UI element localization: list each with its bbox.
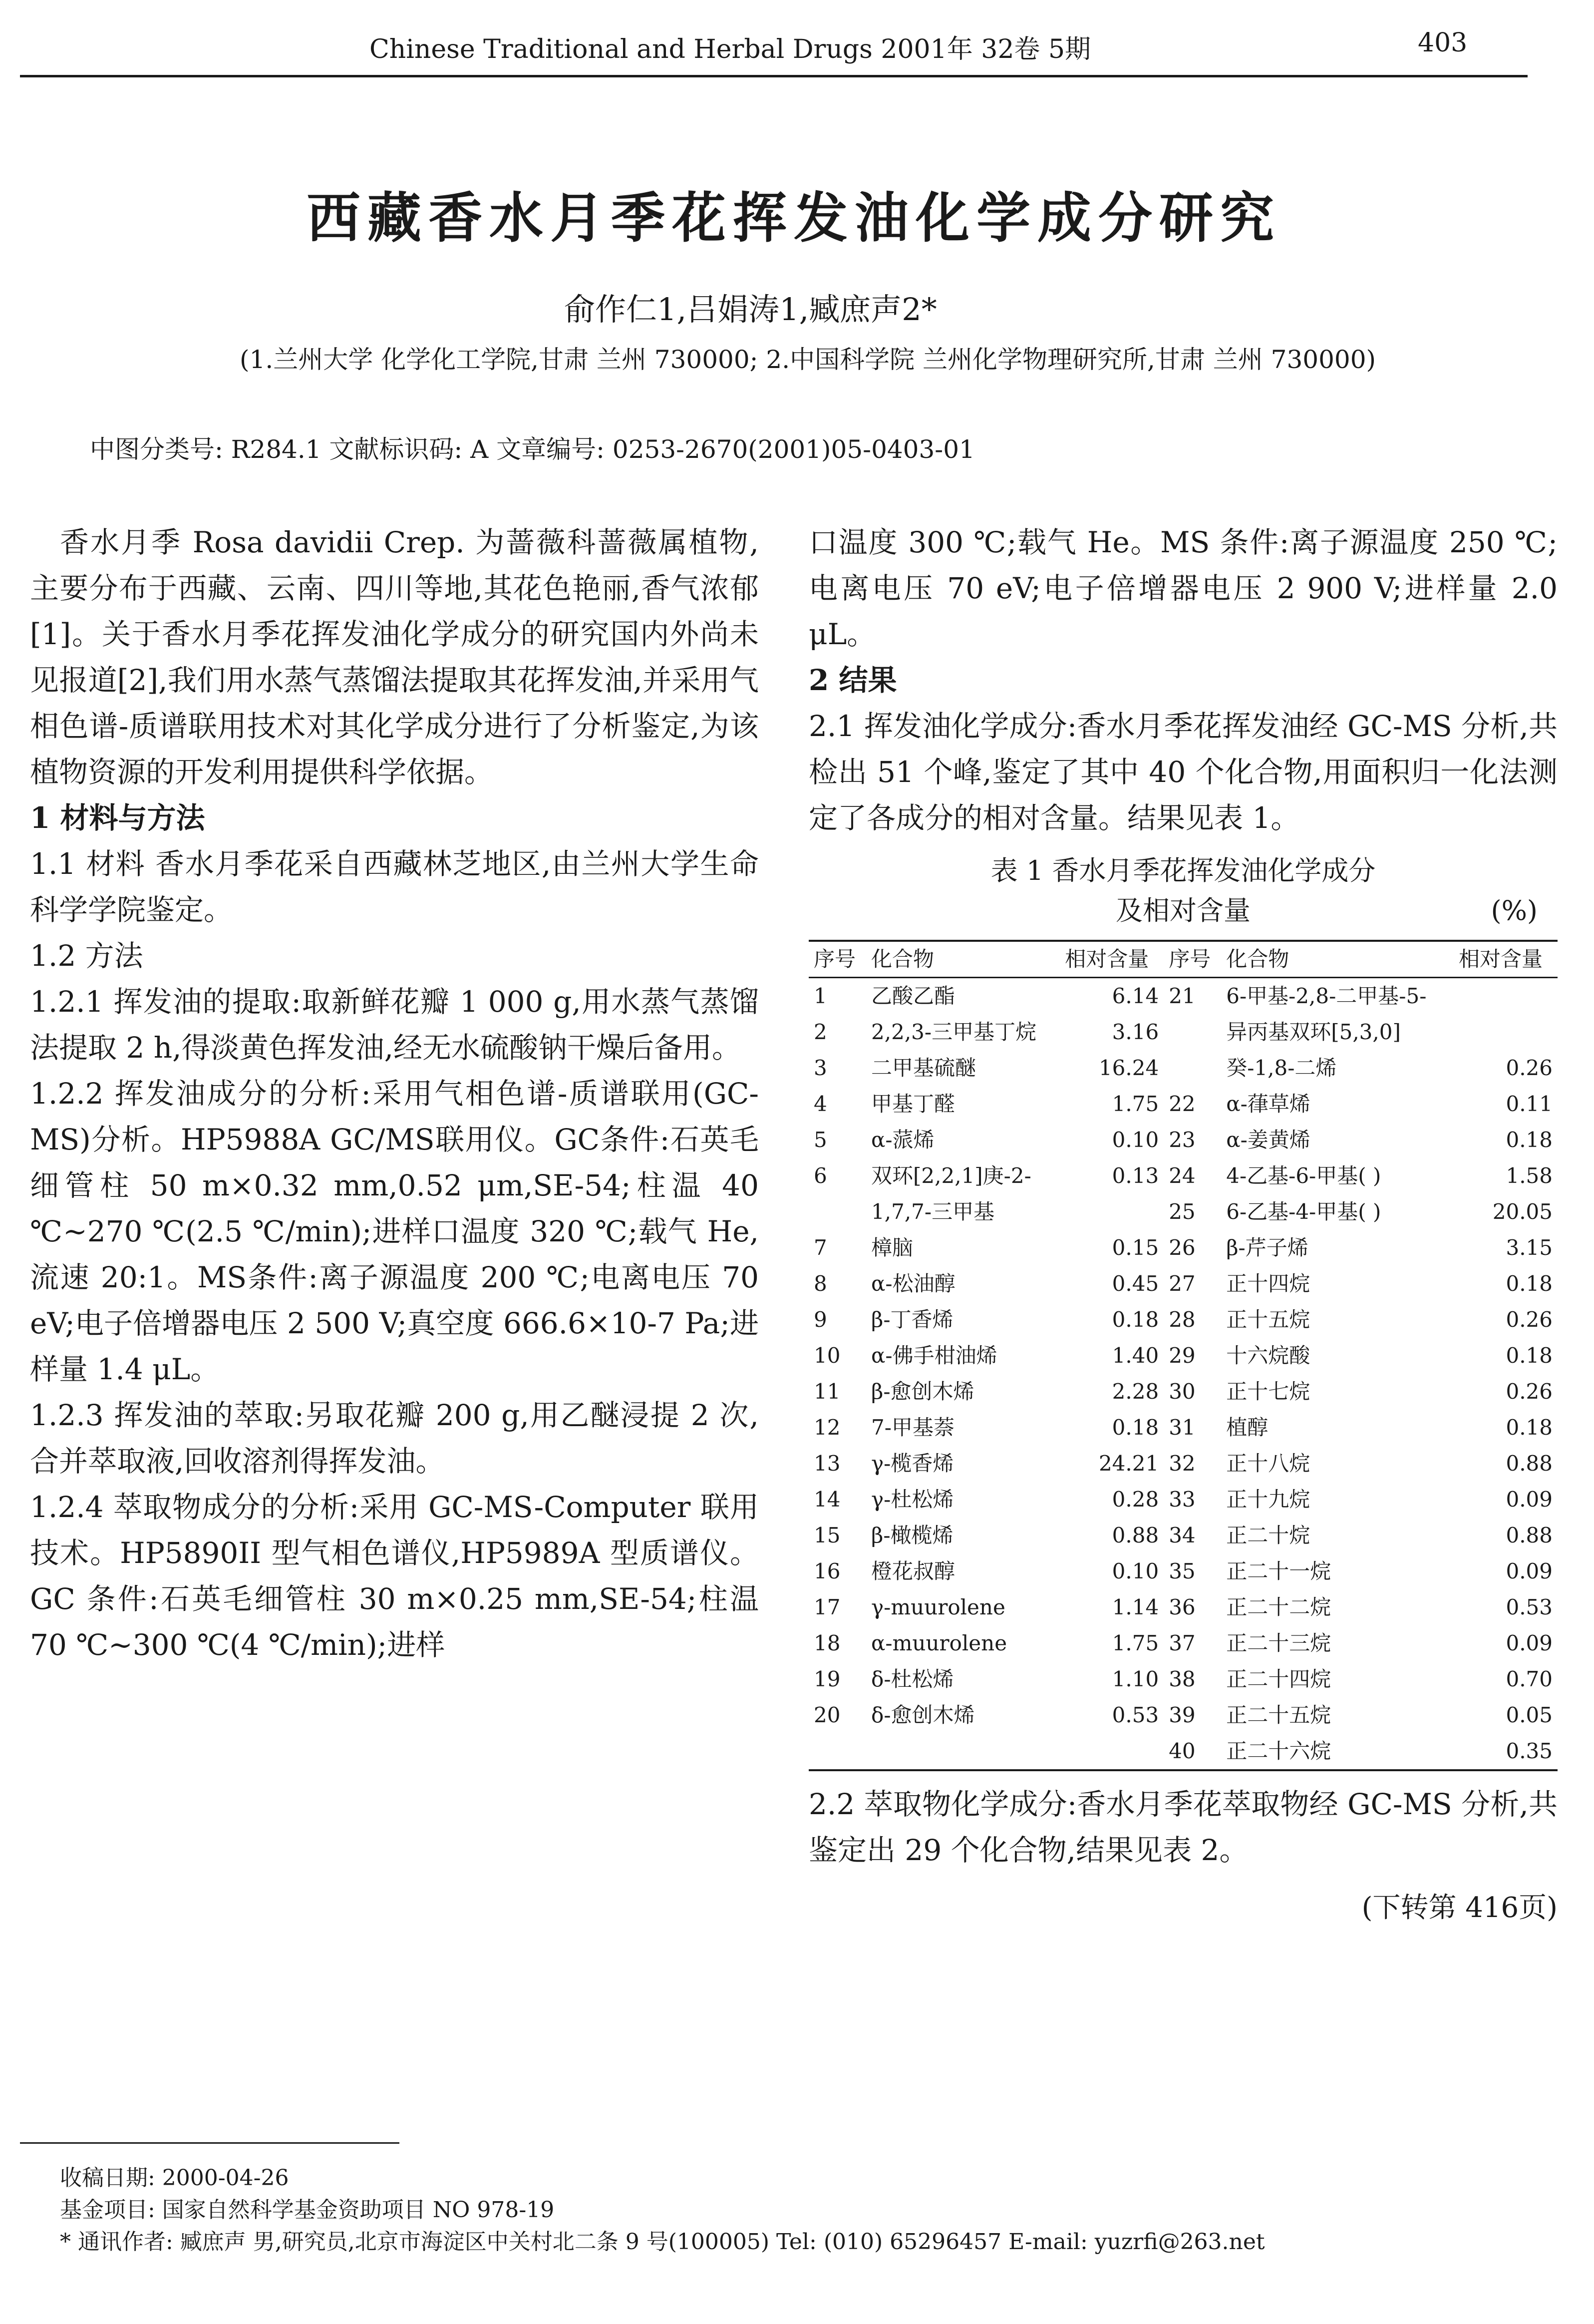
col-header: 相对含量	[1060, 941, 1164, 978]
section-2-2: 2.2 萃取物化学成分:香水月季花萃取物经 GC-MS 分析,共鉴定出 29 个化合物,结果见表 2。	[809, 1787, 1558, 1867]
table-cell: 26	[1169, 1235, 1196, 1260]
table-row	[809, 1230, 1558, 1266]
table-cell: 正二十三烷	[1226, 1631, 1331, 1655]
table-row	[809, 1482, 1558, 1518]
table-row	[809, 1446, 1558, 1482]
table-cell: 正二十四烷	[1226, 1667, 1331, 1691]
table-cell: 27	[1169, 1271, 1196, 1296]
section-1-2-1: 1.2.1 挥发油的提取:取新鲜花瓣 1 000 g,用水蒸气蒸馏法提取 2 h,得淡黄色挥发油,经无水硫酸钠干燥后备用。	[30, 985, 759, 1065]
table-cell: 30	[1169, 1379, 1196, 1404]
table-cell: α-muurolene	[871, 1631, 1007, 1655]
table-cell: 38	[1169, 1667, 1196, 1691]
table-cell	[1454, 978, 1558, 1015]
table-row	[809, 978, 1558, 1015]
table-cell: 36	[1169, 1595, 1196, 1619]
col-header: 化合物	[866, 941, 1060, 978]
table-cell: 0.26	[1506, 1379, 1553, 1404]
table-cell: α-佛手柑油烯	[871, 1343, 997, 1368]
composition-table	[809, 940, 1558, 1771]
table-cell: 1,7,7-三甲基	[871, 1199, 995, 1224]
table-cell: 3.16	[1112, 1020, 1159, 1044]
table-cell: 0.18	[1112, 1307, 1159, 1332]
table-cell: 5	[814, 1128, 827, 1152]
table-cell: 十六烷酸	[1226, 1343, 1310, 1368]
table-cell: 橙花叔醇	[871, 1559, 956, 1583]
table-cell: 0.26	[1506, 1056, 1553, 1080]
table-cell: α-松油醇	[871, 1271, 956, 1296]
table-cell: 16	[814, 1559, 841, 1583]
classification-meta: 中图分类号: R284.1 文献标识码: A 文章编号: 0253-2670(2001)05-0403-01	[90, 435, 975, 464]
table-cell: γ-榄香烯	[871, 1451, 954, 1476]
table-cell: 0.13	[1112, 1163, 1159, 1188]
table-row	[809, 1553, 1558, 1589]
table-cell: 正二十烷	[1226, 1523, 1310, 1548]
table-cell: 正二十二烷	[1226, 1595, 1331, 1619]
table-cell: 3.15	[1506, 1235, 1553, 1260]
table-cell: 19	[814, 1667, 841, 1691]
table-cell: 33	[1169, 1487, 1196, 1512]
table-cell: β-芹子烯	[1226, 1235, 1308, 1260]
table-cell: 6-乙基-4-甲基( )	[1226, 1199, 1381, 1224]
table-row	[809, 1086, 1558, 1122]
table-row	[809, 1625, 1558, 1661]
section-heading-methods: 1 材料与方法	[30, 801, 205, 835]
footnote-funding: 基金项目: 国家自然科学基金资助项目 NO 978-19	[60, 2197, 555, 2223]
affiliation: (1.兰州大学 化学化工学院,甘肃 兰州 730000; 2.中国科学院 兰州化学物理研究所,甘肃 兰州 730000)	[240, 345, 1376, 374]
table-cell: 8	[814, 1271, 827, 1296]
table-cell: 正十四烷	[1226, 1271, 1310, 1296]
table-cell: 0.18	[1112, 1415, 1159, 1440]
table-cell	[1164, 1014, 1221, 1050]
table-cell: 40	[1164, 1733, 1221, 1770]
table-cell: 双环[2,2,1]庚-2-	[871, 1163, 1031, 1188]
section-2-1: 2.1 挥发油化学成分:香水月季花挥发油经 GC-MS 分析,共检出 51 个峰,鉴定了其中 40 个化合物,用面积归一化法测定了各成分的相对含量。结果见表 1。	[809, 709, 1558, 835]
table-cell: 0.09	[1506, 1559, 1553, 1583]
table-cell: 二甲基硫醚	[871, 1056, 976, 1080]
section-1-2-2: 1.2.2 挥发油成分的分析:采用气相色谱-质谱联用(GC-MS)分析。HP5988A GC/MS联用仪。GC条件:石英毛细管柱 50 m×0.32 mm,0.52 μm,SE-54;柱温 40 ℃~270 ℃(2.5 ℃/min);进样口温度 320 ℃;载气 He,流速 20:1。MS条件:离子源温度 200 ℃;电离电压 70 eV;电子倍增器电压 2 500 V;真空度 666.6×10-7 Pa;进样量 1.4 μL。	[30, 1077, 759, 1386]
journal-header: Chinese Traditional and Herbal Drugs 2001年 32卷 5期	[369, 34, 1091, 64]
table-cell: 28	[1169, 1307, 1196, 1332]
table-cell: 39	[1169, 1703, 1196, 1727]
article-title: 西藏香水月季花挥发油化学成分研究	[306, 187, 1281, 250]
table-cell: 1.10	[1112, 1667, 1159, 1691]
page-number: 403	[1418, 28, 1468, 58]
table-cell: δ-杜松烯	[871, 1667, 954, 1691]
table-cell: α-姜黄烯	[1226, 1128, 1310, 1152]
table-cell: 35	[1169, 1559, 1196, 1583]
table-cell: 异丙基双环[5,3,0]	[1226, 1020, 1401, 1044]
table-cell: 0.88	[1506, 1451, 1553, 1476]
table-cell: 正十八烷	[1226, 1451, 1310, 1476]
table-cell: 6.14	[1112, 984, 1159, 1008]
table-cell: 15	[814, 1523, 841, 1548]
table-cell: 正十七烷	[1226, 1379, 1310, 1404]
table-caption-line2: 及相对含量 (%)	[809, 891, 1558, 931]
table-row	[809, 1338, 1558, 1374]
table-cell: 0.18	[1506, 1343, 1553, 1368]
authors: 俞作仁1,吕娟涛1,臧庶声2*	[564, 291, 937, 328]
table-row	[809, 1302, 1558, 1338]
section-1-2-4: 1.2.4 萃取物成分的分析:采用 GC-MS-Computer 联用技术。HP5890II 型气相色谱仪,HP5989A 型质谱仪。GC 条件:石英毛细管柱 30 m×0.25 mm,SE-54;柱温 70 ℃~300 ℃(4 ℃/min);进样	[30, 1490, 759, 1662]
table-cell: 17	[814, 1595, 841, 1619]
right-column	[809, 519, 1558, 1931]
table-cell: 10	[814, 1343, 841, 1368]
table-cell: 24.21	[1098, 1451, 1159, 1476]
table-cell: 7	[814, 1235, 827, 1260]
table-cell: 2.28	[1112, 1379, 1159, 1404]
table-cell: α-蒎烯	[871, 1128, 935, 1152]
col-header: 化合物	[1221, 941, 1454, 978]
table-cell: 0.09	[1506, 1631, 1553, 1655]
table-cell: β-丁香烯	[871, 1307, 954, 1332]
table-cell: 0.09	[1506, 1487, 1553, 1512]
table-cell: 22	[1169, 1092, 1196, 1116]
table-cell: 0.05	[1506, 1703, 1553, 1727]
table-cell	[866, 1733, 1060, 1770]
table-cell: 正二十六烷	[1221, 1733, 1454, 1770]
table-cell: 2	[814, 1020, 827, 1044]
table-caption: 表 1 香水月季花挥发油化学成分	[990, 855, 1376, 886]
table-cell: 24	[1169, 1163, 1196, 1188]
table-cell: 植醇	[1226, 1415, 1269, 1440]
table-cell: 0.88	[1506, 1523, 1553, 1548]
table-cell: 13	[814, 1451, 841, 1476]
table-cell: 1.40	[1112, 1343, 1159, 1368]
section-1-2-3: 1.2.3 挥发油的萃取:另取花瓣 200 g,用乙醚浸提 2 次,合并萃取液,回收溶剂得挥发油。	[30, 1398, 759, 1478]
table-cell	[1454, 1014, 1558, 1050]
table-cell: 樟脑	[871, 1235, 914, 1260]
table-cell: 4-乙基-6-甲基( )	[1226, 1163, 1381, 1188]
table-cell: 3	[814, 1056, 827, 1080]
table-cell: 21	[1169, 984, 1196, 1008]
footnote-received: 收稿日期: 2000-04-26	[60, 2165, 289, 2191]
table-row	[809, 1050, 1558, 1086]
table-cell: 0.11	[1506, 1092, 1553, 1116]
table-cell: 0.18	[1506, 1128, 1553, 1152]
table-cell	[809, 1733, 866, 1770]
table-cell: 1.75	[1112, 1092, 1159, 1116]
table-header-row	[809, 941, 1558, 978]
table-cell	[1060, 1194, 1164, 1230]
section-1-1: 1.1 材料 香水月季花采自西藏林芝地区,由兰州大学生命科学学院鉴定。	[30, 847, 759, 927]
table-cell: 14	[814, 1487, 841, 1512]
table-cell: 0.53	[1112, 1703, 1159, 1727]
table-row	[809, 1733, 1558, 1770]
table-cell: 11	[814, 1379, 841, 1404]
table-row	[809, 1122, 1558, 1158]
table-cell: 20.05	[1492, 1199, 1553, 1224]
table-cell: 6	[814, 1163, 827, 1188]
table-cell: 0.10	[1112, 1559, 1159, 1583]
table-cell: 0.70	[1506, 1667, 1553, 1691]
col-header: 序号	[809, 941, 866, 978]
table-cell: 乙酸乙酯	[871, 984, 956, 1008]
table-unit: (%)	[1491, 895, 1538, 926]
table-row	[809, 1661, 1558, 1697]
table-cell: 1.14	[1112, 1595, 1159, 1619]
table-cell: 1.75	[1112, 1631, 1159, 1655]
table-cell: 25	[1169, 1199, 1196, 1224]
table-cell: 0.88	[1112, 1523, 1159, 1548]
table-cell: 0.26	[1506, 1307, 1553, 1332]
table-cell: 0.10	[1112, 1128, 1159, 1152]
table-cell: 0.18	[1506, 1415, 1553, 1440]
table-cell: 正二十一烷	[1226, 1559, 1331, 1583]
table-cell: 9	[814, 1307, 827, 1332]
table-row	[809, 1266, 1558, 1302]
table-cell: 1.58	[1506, 1163, 1553, 1188]
page-header	[0, 0, 1594, 80]
table-cell: 16.24	[1098, 1056, 1159, 1080]
table-row	[809, 1158, 1558, 1194]
table-cell: α-葎草烯	[1226, 1092, 1310, 1116]
table-cell	[1060, 1733, 1164, 1770]
table-cell: 正十九烷	[1226, 1487, 1310, 1512]
section-heading-results: 2 结果	[809, 663, 897, 697]
table-cell: 正二十五烷	[1226, 1703, 1331, 1727]
table-1	[809, 851, 1558, 1771]
table-cell: 0.53	[1506, 1595, 1553, 1619]
table-cell: 18	[814, 1631, 841, 1655]
table-cell: 0.45	[1112, 1271, 1159, 1296]
table-cell: 29	[1169, 1343, 1196, 1368]
footnote-rule	[20, 2142, 399, 2144]
table-cell: 34	[1169, 1523, 1196, 1548]
table-cell: 2,2,3-三甲基丁烷	[871, 1020, 1037, 1044]
table-cell: 6-甲基-2,8-二甲基-5-	[1226, 984, 1427, 1008]
table-row	[809, 1194, 1558, 1230]
table-cell	[809, 1194, 866, 1230]
table-cell: 0.28	[1112, 1487, 1159, 1512]
table-row	[809, 1410, 1558, 1446]
table-cell: δ-愈创木烯	[871, 1703, 975, 1727]
table-cell: 癸-1,8-二烯	[1226, 1056, 1337, 1080]
col-header: 序号	[1164, 941, 1221, 978]
table-cell: 正十五烷	[1226, 1307, 1310, 1332]
table-cell: 23	[1169, 1128, 1196, 1152]
table-cell: 20	[814, 1703, 841, 1727]
continued-paragraph: 口温度 300 ℃;载气 He。MS 条件:离子源温度 250 ℃;电离电压 70 eV;电子倍增器电压 2 900 V;进样量 2.0 μL。	[809, 525, 1558, 651]
table-cell: γ-杜松烯	[871, 1487, 954, 1512]
table-cell: 4	[814, 1092, 827, 1116]
table-row	[809, 1014, 1558, 1050]
table-cell: 1	[814, 984, 827, 1008]
col-header: 相对含量	[1454, 941, 1558, 978]
table-cell: 7-甲基萘	[871, 1415, 955, 1440]
table-cell: 31	[1169, 1415, 1196, 1440]
table-cell	[1164, 1050, 1221, 1086]
table-row	[809, 1518, 1558, 1553]
table-cell: 37	[1169, 1631, 1196, 1655]
footnote-correspondence: * 通讯作者: 臧庶声 男,研究员,北京市海淀区中关村北二条 9 号(100005) Tel: (010) 65296457 E-mail: yuzrfi@263.net	[60, 2229, 1265, 2255]
table-cell: β-橄榄烯	[871, 1523, 954, 1548]
table-cell: γ-muurolene	[871, 1595, 1005, 1619]
left-column	[30, 519, 759, 1668]
table-row	[809, 1697, 1558, 1733]
intro-paragraph: 香水月季 Rosa davidii Crep. 为蔷薇科蔷薇属植物,主要分布于西藏、云南、四川等地,其花色艳丽,香气浓郁[1]。关于香水月季花挥发油化学成分的研究国内外尚未见报道[2],我们用水蒸气蒸馏法提取其花挥发油,并采用气相色谱-质谱联用技术对其化学成分进行了分析鉴定,为该植物资源的开发利用提供科学依据。	[30, 525, 759, 789]
section-1-2: 1.2 方法	[30, 939, 143, 973]
table-row	[809, 1589, 1558, 1625]
table-cell: 甲基丁醛	[871, 1092, 956, 1116]
table-row	[809, 1374, 1558, 1410]
table-cell: 0.15	[1112, 1235, 1159, 1260]
table-cell: 12	[814, 1415, 841, 1440]
footnotes	[60, 2162, 1265, 2258]
header-rule	[20, 75, 1528, 77]
table-cell: 0.35	[1454, 1733, 1558, 1770]
table-cell: β-愈创木烯	[871, 1379, 974, 1404]
table-cell: 32	[1169, 1451, 1196, 1476]
continued-note: (下转第 416页)	[1361, 1892, 1558, 1924]
table-cell: 0.18	[1506, 1271, 1553, 1296]
